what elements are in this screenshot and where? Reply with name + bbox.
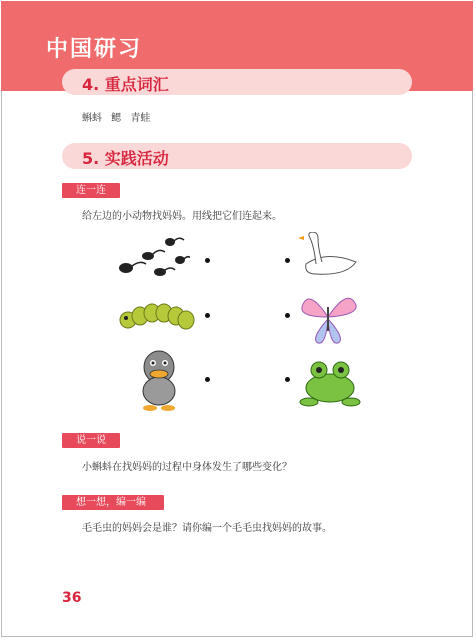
duckling-image [136,345,182,413]
activity-tag-think: 想一想，编一编 [62,495,164,510]
say-question: 小蝌蚪在找妈妈的过程中身体发生了哪些变化？ [82,462,292,473]
activity-tag-say: 说一说 [62,433,120,448]
section-number: 4. [82,75,100,94]
section-number: 5. [82,149,100,168]
swan-image [296,232,362,278]
section-title: 重点词汇 [104,75,169,94]
page-number: 36 [62,590,82,606]
vocabulary-words: 蝌蚪 鳃 青蛙 [82,113,151,124]
connect-instruction: 给左边的小动物找妈妈。用线把它们连起来。 [82,211,282,222]
caterpillar-image [118,296,196,336]
page-frame [1,1,473,637]
connect-dot-right-3[interactable] [285,377,290,382]
connect-dot-left-2[interactable] [205,313,210,318]
activity-tag-connect: 连一连 [62,183,120,198]
tadpoles-image [110,232,190,280]
connect-dot-left-3[interactable] [205,377,210,382]
think-question: 毛毛虫的妈妈会是谁？请你编一个毛毛虫找妈妈的故事。 [82,523,332,534]
connect-dot-left-1[interactable] [205,258,210,263]
connect-dot-right-2[interactable] [285,313,290,318]
book-title: 中国研习 [46,37,143,62]
section-title: 实践活动 [104,149,169,168]
connect-dot-right-1[interactable] [285,258,290,263]
section-heading-vocabulary [62,69,412,95]
section-heading-activities [62,143,412,169]
frog-image [297,356,363,408]
butterfly-image [298,289,360,345]
